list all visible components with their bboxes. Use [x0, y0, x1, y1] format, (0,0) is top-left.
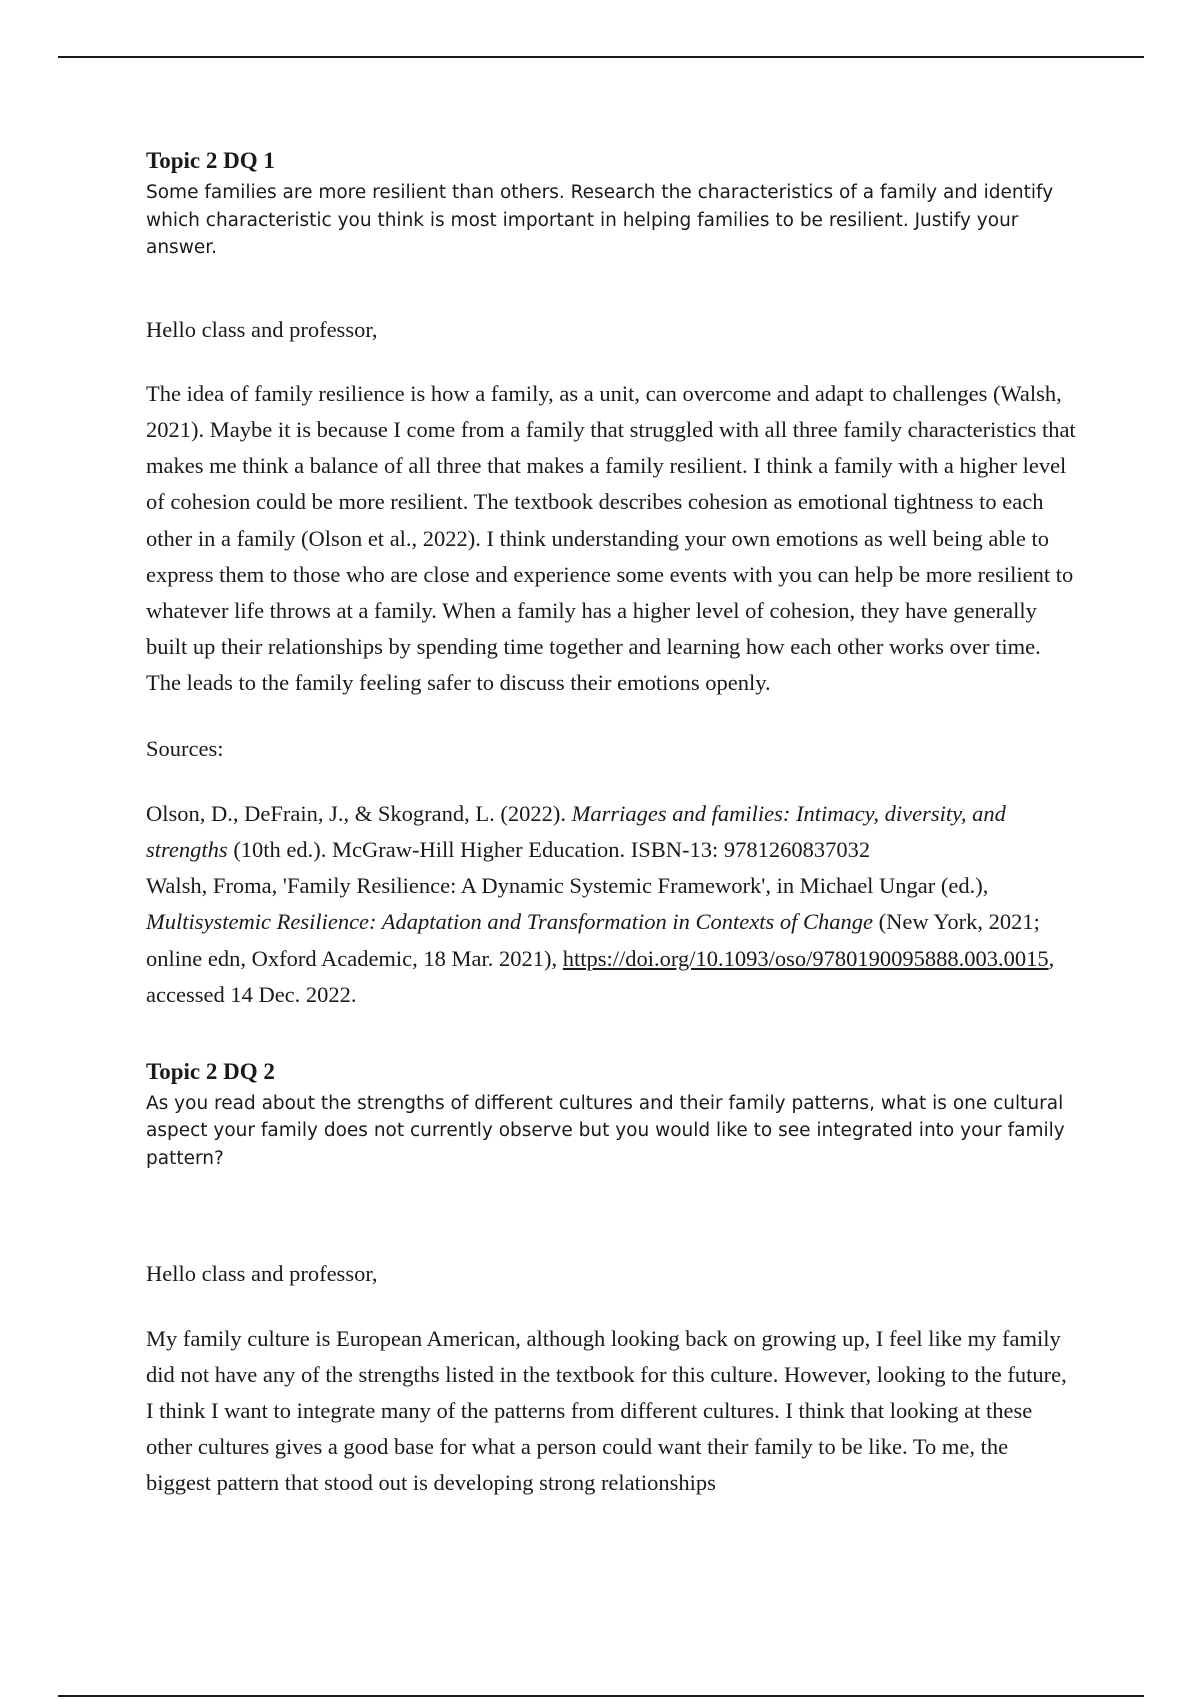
reference-walsh-title: Multisystemic Resilience: Adaptation and Transformation in Contexts of Change — [146, 909, 874, 935]
document-page — [146, 146, 1076, 1502]
header-rule — [58, 56, 1144, 58]
topic1-prompt: Some families are more resilient than others. Research the characteristics of a family and identify which characteristic you think is most important in helping families to be resilient. Justify your answer. — [146, 182, 1054, 258]
reference-olson-authors: Olson, D., DeFrain, J., & Skogrand, L. (2022). — [146, 800, 572, 826]
topic2-greeting: Hello class and professor, — [146, 1261, 378, 1287]
reference-walsh-middle: (New York, 2021; online edn, Oxford Academic, 18 Mar. 2021), — [146, 909, 1040, 971]
topic2-paragraph: My family culture is European American, although looking back on growing up, I feel like my family did not have any of the strengths listed in the textbook for this culture. However, looking to the future, I think I want to integrate many of the patterns from different cultures. I think that looking at these other cultures gives a good base for what a person could want their family to be like. To me, the biggest pattern that stood out is developing strong relationships — [146, 1325, 1067, 1496]
reference-olson-rest: (10th ed.). McGraw-Hill Higher Education. ISBN-13: 9781260837032 — [227, 836, 871, 862]
references — [146, 796, 1076, 1013]
reference-olson — [146, 796, 1076, 868]
reference-walsh-start: Walsh, Froma, 'Family Resilience: A Dynamic Systemic Framework', in Michael Ungar (ed.), — [146, 873, 989, 899]
topic1-paragraph: The idea of family resilience is how a family, as a unit, can overcome and adapt to challenges (Walsh, 2021). Maybe it is because I come from a family that struggled with all three family characteristics that makes me think a balance of all three that makes a family resilient. I think a family with a higher level of cohesion could be more resilient. The textbook describes cohesion as emotional tightness to each other in a family (Olson et al., 2022). I think understanding your own emotions as well being able to express them to those who are close and experience some events with you can help be more resilient to whatever life throws at a family. When a family has a higher level of cohesion, they have generally built up their relationships by spending time together and learning how each other works over time. The leads to the family feeling safer to discuss their emotions openly. — [146, 380, 1076, 696]
topic2-prompt: As you read about the strengths of different cultures and their family patterns, what is one cultural aspect your family does not currently observe but you would like to see integrated into your family pattern? — [146, 1092, 1065, 1169]
reference-walsh — [146, 868, 1076, 1013]
topic1-greeting: Hello class and professor, — [146, 316, 378, 342]
reference-olson-title: Marriages and families: Intimacy, diversity, and strengths — [146, 800, 1006, 862]
reference-walsh-end: , accessed 14 Dec. 2022. — [146, 945, 1055, 1007]
footer-rule — [58, 1695, 1144, 1697]
sources-label: Sources: — [146, 735, 224, 761]
doi-link[interactable]: https://doi.org/10.1093/oso/9780190095888.003.0015 — [562, 945, 1049, 971]
topic1-heading: Topic 2 DQ 1 — [146, 148, 275, 173]
topic2-heading: Topic 2 DQ 2 — [146, 1058, 275, 1084]
